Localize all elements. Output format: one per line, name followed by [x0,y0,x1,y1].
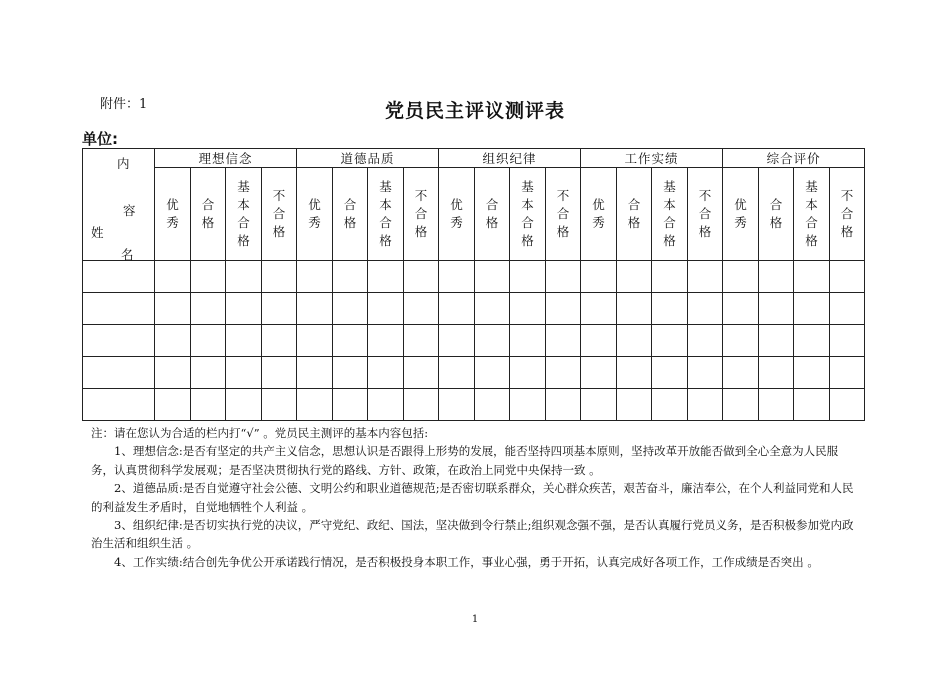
rating-cell[interactable] [510,389,546,421]
rating-cell[interactable] [617,325,652,357]
rating-cell[interactable] [226,389,262,421]
rating-cell[interactable] [475,293,510,325]
grade-header [830,168,865,261]
rating-cell[interactable] [617,261,652,293]
rating-cell[interactable] [475,389,510,421]
rating-cell[interactable] [546,261,581,293]
rating-cell[interactable] [723,325,759,357]
grade-header [723,168,759,261]
rating-cell[interactable] [262,325,297,357]
page-title: 党员民主评议测评表 [384,100,565,122]
grade-header [759,168,794,261]
rating-cell[interactable] [262,357,297,389]
rating-cell[interactable] [581,261,617,293]
rating-cell[interactable] [546,389,581,421]
note-item: 3、组织纪律:是否切实执行党的决议，严守党纪、政纪、国法，坚决做到令行禁止;组织观念强不强，是否认真履行党员义务，是否积极参加党内政治生活和组织生活 。 [91,518,854,551]
rating-cell[interactable] [226,325,262,357]
grade-header [404,168,439,261]
rating-cell[interactable] [404,293,439,325]
rating-cell[interactable] [333,357,368,389]
rating-cell[interactable] [368,293,404,325]
rating-cell[interactable] [226,293,262,325]
grade-label: 合格 [627,197,641,230]
category-header: 道德品质 [297,149,439,168]
rating-cell[interactable] [368,389,404,421]
rating-cell[interactable] [404,357,439,389]
rating-cell[interactable] [652,293,688,325]
rating-cell[interactable] [155,357,191,389]
corner-nei: 内 [117,156,130,171]
grade-header-row [83,168,865,261]
rating-cell[interactable] [368,325,404,357]
corner-rong: 容 [123,203,136,218]
rating-cell[interactable] [581,357,617,389]
grade-label: 合格 [343,197,357,230]
grade-label: 优秀 [734,197,747,230]
rating-cell[interactable] [333,261,368,293]
grade-label: 不合格 [840,188,854,239]
rating-cell[interactable] [830,389,865,421]
rating-cell[interactable] [617,389,652,421]
grade-header [475,168,510,261]
note-item: 1、理想信念:是否有坚定的共产主义信念，思想认识是否跟得上形势的发展，能否坚持四项基本原则，坚持改革开放能否做到全心全意为人民服务，认真贯彻科学发展观；是否坚决贯彻执行党的路线、方针、政策，在政治上同党中央保持一致 。 [91,444,839,477]
rating-cell[interactable] [759,389,794,421]
rating-cell[interactable] [794,389,830,421]
rating-cell[interactable] [191,389,226,421]
rating-cell[interactable] [652,261,688,293]
rating-cell[interactable] [297,261,333,293]
rating-cell[interactable] [652,389,688,421]
notes-section [91,424,861,571]
rating-cell[interactable] [510,293,546,325]
rating-cell[interactable] [510,325,546,357]
category-header: 综合评价 [723,149,865,168]
evaluation-table [82,148,865,421]
rating-cell[interactable] [617,293,652,325]
rating-cell[interactable] [510,261,546,293]
rating-cell[interactable] [191,293,226,325]
category-header: 理想信念 [155,149,297,168]
rating-cell[interactable] [439,389,475,421]
grade-label: 优秀 [450,197,463,230]
rating-cell[interactable] [830,325,865,357]
grade-label: 基本合格 [805,179,818,248]
corner-ming: 名 [121,247,134,262]
rating-cell[interactable] [297,357,333,389]
table-row [83,261,865,293]
rating-cell[interactable] [262,293,297,325]
note-intro: 注：请在您认为合适的栏内打“√” 。党员民主测评的基本内容包括: [91,426,429,440]
grade-header [510,168,546,261]
rating-cell[interactable] [688,357,723,389]
grade-label: 不合格 [556,188,570,239]
category-header: 工作实绩 [581,149,723,168]
data-rows [83,261,865,421]
grade-header [262,168,297,261]
corner-cell [83,149,155,261]
table-row [83,293,865,325]
rating-cell[interactable] [546,293,581,325]
grade-label: 基本合格 [663,179,676,248]
rating-cell[interactable] [333,293,368,325]
rating-cell[interactable] [652,325,688,357]
grade-label: 合格 [769,197,783,230]
rating-cell[interactable] [475,325,510,357]
grade-header [191,168,226,261]
category-header-row [83,149,865,168]
rating-cell[interactable] [830,357,865,389]
rating-cell[interactable] [794,261,830,293]
rating-cell[interactable] [368,357,404,389]
rating-cell[interactable] [759,293,794,325]
grade-label: 基本合格 [237,179,250,248]
rating-cell[interactable] [652,357,688,389]
name-cell[interactable] [83,325,155,357]
note-item: 2、道德品质:是否自觉遵守社会公德、文明公约和职业道德规范;是否密切联系群众，关心群众疾苦，艰苦奋斗，廉洁奉公，在个人利益同党和人民的利益发生矛盾时，自觉地牺牲个人利益 。 [91,481,854,514]
grade-header [368,168,404,261]
rating-cell[interactable] [759,325,794,357]
rating-cell[interactable] [439,261,475,293]
grade-header [333,168,368,261]
page-number: 1 [471,614,479,625]
rating-cell[interactable] [404,261,439,293]
grade-label: 基本合格 [379,179,392,248]
grade-header [688,168,723,261]
rating-cell[interactable] [581,293,617,325]
unit-label: 单位: [82,130,118,148]
rating-cell[interactable] [297,293,333,325]
rating-cell[interactable] [723,261,759,293]
rating-cell[interactable] [794,357,830,389]
rating-cell[interactable] [546,357,581,389]
grade-header [546,168,581,261]
rating-cell[interactable] [191,261,226,293]
grade-label: 合格 [201,197,215,230]
rating-cell[interactable] [155,389,191,421]
rating-cell[interactable] [191,325,226,357]
grade-label: 不合格 [414,188,428,239]
rating-cell[interactable] [830,261,865,293]
rating-cell[interactable] [830,293,865,325]
grade-label: 基本合格 [521,179,534,248]
grade-header [226,168,262,261]
rating-cell[interactable] [297,325,333,357]
rating-cell[interactable] [155,261,191,293]
rating-cell[interactable] [759,357,794,389]
grade-header [794,168,830,261]
rating-cell[interactable] [617,357,652,389]
rating-cell[interactable] [688,325,723,357]
rating-cell[interactable] [155,293,191,325]
rating-cell[interactable] [439,357,475,389]
rating-cell[interactable] [333,325,368,357]
name-cell[interactable] [83,293,155,325]
rating-cell[interactable] [475,357,510,389]
grade-label: 优秀 [166,197,179,230]
rating-cell[interactable] [191,357,226,389]
rating-cell[interactable] [688,261,723,293]
rating-cell[interactable] [688,293,723,325]
rating-cell[interactable] [297,389,333,421]
grade-label: 优秀 [592,197,605,230]
note-item: 4、工作实绩:结合创先争优公开承诺践行情况，是否积极投身本职工作，事业心强，勇于开拓，认真完成好各项工作，工作成绩是否突出 。 [114,554,819,569]
rating-cell[interactable] [333,389,368,421]
grade-header [617,168,652,261]
rating-cell[interactable] [262,261,297,293]
table-row [83,389,865,421]
rating-cell[interactable] [404,325,439,357]
rating-cell[interactable] [723,293,759,325]
table-row [83,357,865,389]
rating-cell[interactable] [404,389,439,421]
corner-xing: 姓 [91,225,104,240]
grade-header [439,168,475,261]
rating-cell[interactable] [581,325,617,357]
rating-cell[interactable] [226,261,262,293]
rating-cell[interactable] [475,261,510,293]
rating-cell[interactable] [510,357,546,389]
rating-cell[interactable] [368,261,404,293]
rating-cell[interactable] [794,325,830,357]
name-cell[interactable] [83,357,155,389]
name-cell[interactable] [83,261,155,293]
grade-label: 优秀 [308,197,321,230]
grade-label: 合格 [485,197,499,230]
grade-label: 不合格 [698,188,712,239]
rating-cell[interactable] [546,325,581,357]
rating-cell[interactable] [155,325,191,357]
rating-cell[interactable] [439,325,475,357]
rating-cell[interactable] [723,357,759,389]
category-header: 组织纪律 [439,149,581,168]
grade-header [297,168,333,261]
rating-cell[interactable] [226,357,262,389]
rating-cell[interactable] [794,293,830,325]
attachment-label: 附件：1 [100,97,148,112]
name-cell[interactable] [83,389,155,421]
grade-header [652,168,688,261]
grade-header [581,168,617,261]
grade-header [155,168,191,261]
rating-cell[interactable] [759,261,794,293]
grade-label: 不合格 [272,188,286,239]
rating-cell[interactable] [688,389,723,421]
rating-cell[interactable] [262,389,297,421]
table-row [83,325,865,357]
rating-cell[interactable] [581,389,617,421]
rating-cell[interactable] [439,293,475,325]
rating-cell[interactable] [723,389,759,421]
